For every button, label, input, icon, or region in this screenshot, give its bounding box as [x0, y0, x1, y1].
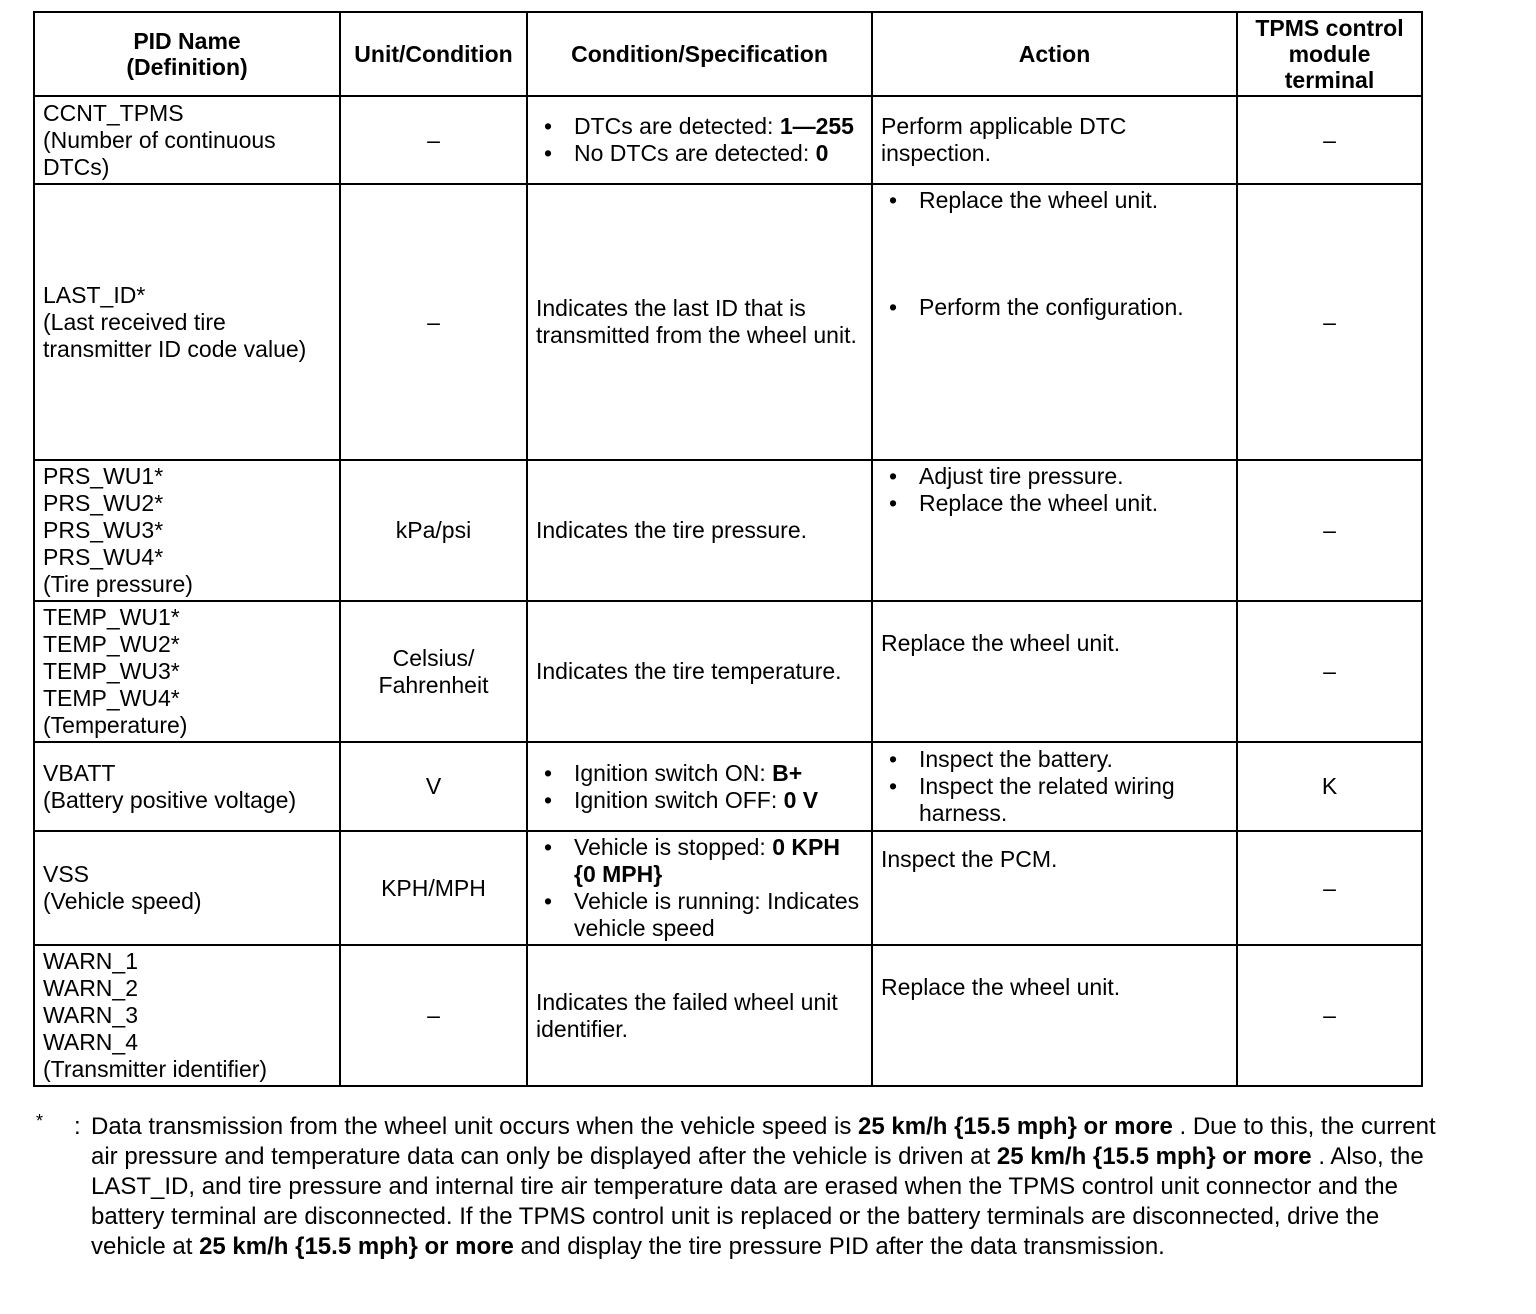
pid-name-cell: VBATT (Battery positive voltage) [34, 742, 340, 831]
list-item: • Vehicle is stopped: 0 KPH {0 MPH} [536, 834, 863, 888]
unit-cell: V [340, 742, 527, 831]
condition-cell [527, 831, 872, 945]
list-item: • No DTCs are detected: 0 [536, 140, 863, 167]
action-list [881, 746, 1228, 827]
condition-cell: Indicates the tire pressure. [527, 460, 872, 601]
terminal-cell: – [1237, 460, 1422, 601]
terminal-cell: – [1237, 831, 1422, 945]
list-item: • Replace the wheel unit. [881, 490, 1228, 517]
table-row [34, 831, 1422, 945]
pid-name-cell: VSS (Vehicle speed) [34, 831, 340, 945]
terminal-cell: – [1237, 601, 1422, 742]
action-cell: Replace the wheel unit. [872, 945, 1237, 1086]
table-row [34, 945, 1422, 1086]
pid-name-cell: PRS_WU1* PRS_WU2* PRS_WU3* PRS_WU4* (Tire pressure) [34, 460, 340, 601]
list-item: • Adjust tire pressure. [881, 463, 1228, 490]
pid-name-cell: LAST_ID* (Last received tire transmitter ID code value) [34, 184, 340, 460]
footnote-marker: * [36, 1111, 44, 1131]
list-item: • Replace the wheel unit. [881, 187, 1228, 214]
terminal-cell: – [1237, 96, 1422, 184]
list-item: • Ignition switch OFF: 0 V [536, 787, 863, 814]
condition-cell: Indicates the failed wheel unit identifier. [527, 945, 872, 1086]
list-item: • DTCs are detected: 1—255 [536, 113, 863, 140]
unit-cell: – [340, 945, 527, 1086]
terminal-cell: – [1237, 945, 1422, 1086]
unit-cell: kPa/psi [340, 460, 527, 601]
action-list [881, 187, 1228, 321]
condition-cell [527, 96, 872, 184]
condition-cell: Indicates the tire temperature. [527, 601, 872, 742]
table-row [34, 184, 1422, 460]
list-item: • Ignition switch ON: B+ [536, 760, 863, 787]
action-list [881, 463, 1228, 517]
table-row [34, 460, 1422, 601]
pid-table [33, 11, 1423, 1087]
header-tpms-terminal: TPMS control module terminal [1237, 12, 1422, 96]
unit-cell: Celsius/ Fahrenheit [340, 601, 527, 742]
header-row [34, 12, 1422, 96]
footnote-separator: : [74, 1113, 81, 1140]
header-action: Action [872, 12, 1237, 96]
action-cell [872, 742, 1237, 831]
table-row [34, 601, 1422, 742]
action-cell: Perform applicable DTC inspection. [872, 96, 1237, 184]
pid-name-cell: CCNT_TPMS (Number of continuous DTCs) [34, 96, 340, 184]
condition-list [536, 113, 863, 167]
list-item: • Inspect the battery. [881, 746, 1228, 773]
table-row [34, 742, 1422, 831]
action-cell [872, 184, 1237, 460]
terminal-cell: K [1237, 742, 1422, 831]
action-cell [872, 460, 1237, 601]
condition-cell: Indicates the last ID that is transmitted from the wheel unit. [527, 184, 872, 460]
list-item: • Vehicle is running: Indicates vehicle speed [536, 888, 863, 942]
table-row [34, 96, 1422, 184]
unit-cell: – [340, 184, 527, 460]
list-item: • Perform the configuration. [881, 294, 1228, 321]
unit-cell: KPH/MPH [340, 831, 527, 945]
condition-list [536, 760, 863, 814]
list-item: • Inspect the related wiring harness. [881, 773, 1228, 827]
unit-cell: – [340, 96, 527, 184]
condition-list [536, 834, 863, 942]
header-pid-name: PID Name (Definition) [34, 12, 340, 96]
condition-cell [527, 742, 872, 831]
action-cell: Replace the wheel unit. [872, 601, 1237, 742]
footnote [36, 1112, 1436, 1262]
pid-name-cell: TEMP_WU1* TEMP_WU2* TEMP_WU3* TEMP_WU4* (Temperature) [34, 601, 340, 742]
action-cell: Inspect the PCM. [872, 831, 1237, 945]
footnote-text: Data transmission from the wheel unit occurs when the vehicle speed is 25 km/h {15.5 mph} or more . Due to this, the current air pressure and temperature data can only be displayed after the vehicle is driven at 25 km/h {15.5 mph} or more . Also, the LAST_ID, and tire pressure and internal tire air temperature data are erased when the TPMS control unit connector and the battery terminal are disconnected. If the TPMS control unit is replaced or the battery terminals are disconnected, drive the vehicle at 25 km/h {15.5 mph} or more and display the tire pressure PID after the data transmission. [91, 1113, 1436, 1260]
header-unit-condition: Unit/Condition [340, 12, 527, 96]
terminal-cell: – [1237, 184, 1422, 460]
header-condition-specification: Condition/Specification [527, 12, 872, 96]
pid-name-cell: WARN_1 WARN_2 WARN_3 WARN_4 (Transmitter identifier) [34, 945, 340, 1086]
